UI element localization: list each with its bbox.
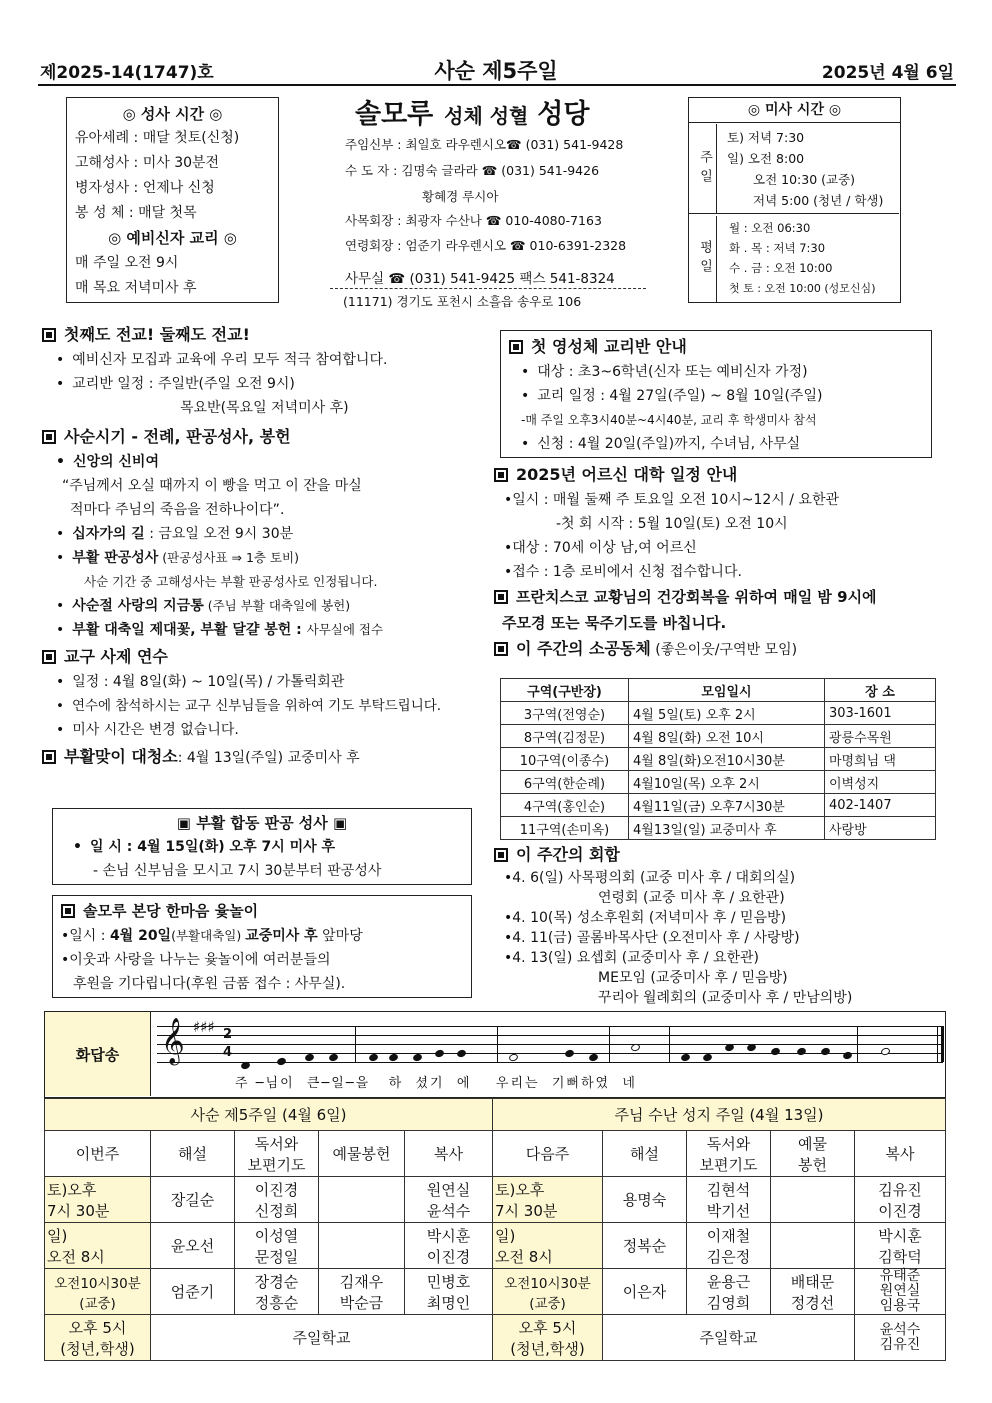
roster-cell: 장경순 정흥순 xyxy=(235,1269,319,1315)
easter-confession-box xyxy=(52,808,472,885)
sacrament-box xyxy=(66,97,279,303)
note xyxy=(746,1043,757,1053)
catechumen-line: 매 주일 오전 9시 xyxy=(75,255,179,271)
roster-header: 예물 봉헌 xyxy=(771,1131,855,1177)
roster-cell: 김현석 박기선 xyxy=(687,1177,771,1223)
meeting-line: •4. 13(일) 요셉회 (교중미사 후 / 요한관) xyxy=(504,950,759,966)
table-header-row xyxy=(501,679,936,702)
roster-cell: 이진경 신정희 xyxy=(235,1177,319,1223)
table-cell: 4월10일(목) 오후 2시 xyxy=(629,771,825,794)
table-cell: 4월11일(금) 오후7시30분 xyxy=(629,794,825,817)
lent-flowers: • 부활 대축일 제대꽃, 부활 달걀 봉헌 : 사무실에 접수 xyxy=(42,618,492,642)
community-title: 이 주간의 소공동체 (좋은이웃/구역반 모임) xyxy=(494,636,949,663)
roster-cell: 이은자 xyxy=(603,1269,687,1315)
psalm-box xyxy=(44,1011,946,1098)
roster-cell: 엄준기 xyxy=(151,1269,235,1315)
yut-game-line: •이웃과 사랑을 나누는 윷놀이에 여러분들의 xyxy=(61,952,331,968)
senior-college-title: 2025년 어르신 대학 일정 안내 xyxy=(494,462,949,488)
table-row xyxy=(501,748,936,771)
parish-divider xyxy=(330,288,646,289)
barline xyxy=(609,1026,610,1062)
meeting-line: •4. 11(금) 골롬바목사단 (오전미사 후 / 사랑방) xyxy=(504,930,800,946)
table-header: 구역(구반장) xyxy=(501,679,629,702)
table-row xyxy=(501,794,936,817)
note xyxy=(680,1053,691,1063)
sacrament-line: 유아세례 : 매달 첫토(신청) xyxy=(75,130,240,146)
roster-cell: 민병호 최명인 xyxy=(405,1269,493,1315)
note xyxy=(412,1053,423,1063)
table-cell: 4구역(홍인순) xyxy=(501,794,629,817)
lent-confession-note: 사순 기간 중 고해성사는 부활 판공성사로 인정됩니다. xyxy=(84,574,378,589)
sacrament-line: 고해성사 : 미사 30분전 xyxy=(75,155,220,171)
table-cell: 사랑방 xyxy=(825,817,936,840)
roster-time: 일) 오전 8시 xyxy=(493,1223,603,1269)
lent-mystery-text: 적마다 주님의 죽음을 전하나이다”. xyxy=(70,502,285,518)
mass-weekday-line: 첫 토 : 오전 10:00 (성모신심) xyxy=(729,282,876,295)
note xyxy=(304,1053,315,1063)
roster-time: 일) 오전 8시 xyxy=(45,1223,151,1269)
retreat-line: • 미사 시간은 변경 없습니다. xyxy=(42,718,492,742)
meeting-line: 연령회 (교중 미사 후 / 요한관) xyxy=(598,890,785,906)
sacrament-line: 병자성사 : 언제나 신청 xyxy=(75,180,215,196)
senior-college-line: •대상 : 70세 이상 남,여 어르신 xyxy=(504,540,697,556)
table-cell: 4월 5일(토) 오후 2시 xyxy=(629,702,825,725)
parish-name-big: 솔모루 xyxy=(355,99,434,130)
senior-college-line: •접수 : 1층 로비에서 신청 접수합니다. xyxy=(504,564,742,580)
roster-header: 해설 xyxy=(603,1131,687,1177)
barline xyxy=(857,1026,858,1062)
yut-game-box xyxy=(52,895,472,998)
mass-weekday xyxy=(689,216,899,302)
time-signature: 2 4 xyxy=(223,1027,233,1060)
roster-table xyxy=(44,1098,946,1361)
evangelize-line: 목요반(목요일 저녁미사 후) xyxy=(180,400,349,416)
sharp-icon: ♯♯♯ xyxy=(193,1018,215,1036)
roster-cell: 주일학교 xyxy=(603,1315,855,1361)
note xyxy=(368,1053,379,1063)
table-cell: 402-1407 xyxy=(825,794,936,817)
roster-this-title: 사순 제5주일 (4월 6일) xyxy=(45,1099,493,1131)
note xyxy=(630,1043,641,1053)
table-cell: 10구역(이종수) xyxy=(501,748,629,771)
parish-pastor: 주임신부 : 최일호 라우렌시오☎ (031) 541-9428 xyxy=(345,137,624,152)
first-communion-line: -매 주일 오후3시40분~4시40분, 교리 후 학생미사 참석 xyxy=(521,413,817,427)
first-communion-line: • 신청 : 4월 20일(주일)까지, 수녀님, 사무실 xyxy=(509,432,923,456)
right-column xyxy=(494,462,949,663)
section-cleaning: 부활맞이 대청소: 4월 13일(주일) 교중미사 후 xyxy=(42,744,492,771)
note xyxy=(842,1051,853,1061)
roster-cell: 유태준 원연실 임용국 xyxy=(855,1269,946,1315)
roster-row xyxy=(45,1223,946,1269)
roster-cell xyxy=(771,1177,855,1223)
mass-sunday xyxy=(689,124,899,214)
yut-game-title: 솔모루 본당 한마음 윷놀이 xyxy=(61,898,463,924)
roster-cell: 정복순 xyxy=(603,1223,687,1269)
meetings-title: 이 주간의 회합 xyxy=(494,842,949,868)
section-evangelize-title: 첫째도 전교! 둘째도 전교! xyxy=(42,322,492,348)
catechumen-line: 매 목요 저녁미사 후 xyxy=(75,280,197,296)
senior-college-line: -첫 회 시작 : 5월 10일(토) 오전 10시 xyxy=(556,516,788,532)
left-column xyxy=(42,322,492,771)
table-cell: 4월13일(일) 교중미사 후 xyxy=(629,817,825,840)
sacrament-line: 봉 성 체 : 매달 첫목 xyxy=(75,205,197,221)
first-communion-line: • 교리 일정 : 4월 27일(주일) ~ 8월 10일(주일) xyxy=(509,384,923,408)
mass-sunday-line: 일) 오전 8:00 xyxy=(727,151,805,166)
parish-name-small: 성체 성혈 xyxy=(444,104,529,128)
note xyxy=(456,1049,467,1059)
parish-funeral: 연령회장 : 엄준기 라우렌시오 ☎ 010-6391-2328 xyxy=(345,238,627,253)
yut-game-time: •일시 : 4월 20일(부활대축일) 교중미사 후 앞마당 xyxy=(61,928,363,944)
issue-number: 제2025-14(1747)호 xyxy=(40,63,214,83)
pope-prayer-2: 주모경 또는 묵주기도를 바칩니다. xyxy=(502,614,727,632)
section-lent-title: 사순시기 - 전례, 판공성사, 봉헌 xyxy=(42,424,492,450)
barline xyxy=(669,1026,670,1062)
table-cell: 8구역(김정문) xyxy=(501,725,629,748)
note xyxy=(588,1053,599,1063)
roster-header: 해설 xyxy=(151,1131,235,1177)
roster-cell: 용명숙 xyxy=(603,1177,687,1223)
roster-header: 예물봉헌 xyxy=(319,1131,405,1177)
table-cell: 3구역(전영순) xyxy=(501,702,629,725)
roster-row xyxy=(45,1315,946,1361)
meetings xyxy=(494,842,949,1008)
note xyxy=(880,1047,891,1057)
table-cell: 303-1601 xyxy=(825,702,936,725)
note xyxy=(796,1047,807,1057)
parish-religious-2: 황혜경 루시아 xyxy=(422,189,499,204)
roster-cell: 주일학교 xyxy=(151,1315,493,1361)
roster-time: 토)오후 7시 30분 xyxy=(45,1177,151,1223)
parish-address: (11171) 경기도 포천시 소흘읍 송우로 106 xyxy=(343,294,582,309)
mass-sunday-line: 저녁 5:00 (청년 / 학생) xyxy=(753,193,884,208)
parish-religious: 수 도 자 : 김명숙 글라라 ☎ (031) 541-9426 xyxy=(345,163,600,178)
easter-confession-note: - 손님 신부님을 모시고 7시 30분부터 판공성사 xyxy=(93,863,382,879)
yut-game-line: 후원을 기다립니다(후원 금품 접수 : 사무실). xyxy=(73,976,346,992)
community-table xyxy=(500,678,936,840)
meeting-line: 꾸리아 월례회의 (교중미사 후 / 만남의방) xyxy=(598,990,853,1006)
table-row xyxy=(501,771,936,794)
table-row xyxy=(501,817,936,840)
mass-weekday-line: 화 . 목 : 저녁 7:30 xyxy=(729,241,826,255)
note xyxy=(276,1057,287,1067)
barline xyxy=(355,1026,356,1062)
roster-header: 다음주 xyxy=(493,1131,603,1177)
roster-cell: 장길순 xyxy=(151,1177,235,1223)
meeting-line: •4. 10(목) 성소후원회 (저녁미사 후 / 믿음방) xyxy=(504,910,787,926)
table-header: 모임일시 xyxy=(629,679,825,702)
parish-council: 사목회장 : 최광자 수산나 ☎ 010-4080-7163 xyxy=(345,213,602,228)
treble-clef-icon: 𝄞 xyxy=(161,1018,185,1064)
roster-cell: 원연실 윤석수 xyxy=(405,1177,493,1223)
note xyxy=(434,1049,445,1059)
roster-row xyxy=(45,1269,946,1315)
header-rule xyxy=(38,84,956,86)
roster-cell: 이재철 김은정 xyxy=(687,1223,771,1269)
easter-confession-title: ▣ 부활 합동 판공 성사 ▣ xyxy=(176,814,348,832)
roster-time: 오후 5시 (청년,학생) xyxy=(493,1315,603,1361)
final-barline xyxy=(941,1026,944,1062)
table-header: 장 소 xyxy=(825,679,936,702)
roster-header: 복사 xyxy=(405,1131,493,1177)
roster-cell: 김유진 이진경 xyxy=(855,1177,946,1223)
roster-header: 독서와 보편기도 xyxy=(235,1131,319,1177)
roster-cell xyxy=(319,1177,405,1223)
parish-name-tail: 성당 xyxy=(537,99,590,130)
table-cell: 6구역(한순례) xyxy=(501,771,629,794)
parish-name xyxy=(355,92,589,131)
roster-header: 이번주 xyxy=(45,1131,151,1177)
table-cell: 마명희님 댁 xyxy=(825,748,936,771)
final-barline xyxy=(937,1026,938,1062)
note xyxy=(388,1053,399,1063)
note xyxy=(820,1047,831,1057)
roster-time: 토)오후 7시 30분 xyxy=(493,1177,603,1223)
mass-weekday-line: 월 : 오전 06:30 xyxy=(729,221,811,235)
roster-cell xyxy=(771,1223,855,1269)
roster-header-row xyxy=(45,1131,946,1177)
table-cell: 4월 8일(화) 오전 10시 xyxy=(629,725,825,748)
mass-weekday-label: 평일 xyxy=(689,216,717,302)
note xyxy=(328,1053,339,1063)
roster-time: 오전10시30분 (교중) xyxy=(45,1269,151,1315)
roster-cell: 윤용근 김영희 xyxy=(687,1269,771,1315)
roster-time: 오후 5시 (청년,학생) xyxy=(45,1315,151,1361)
table-cell: 이벽성지 xyxy=(825,771,936,794)
psalm-lyrics: 주 ─님이 큰─일─을 하 셨기 에 우리는 기뻐하였 네 xyxy=(235,1076,637,1091)
lent-confession: • 부활 판공성사 (판공성사표 ⇒ 1층 토비) xyxy=(42,546,492,570)
sacrament-title: ◎ 성사 시간 ◎ xyxy=(122,105,223,123)
page-title: 사순 제5주일 xyxy=(434,59,558,83)
psalm-label-cell xyxy=(45,1012,151,1096)
note xyxy=(770,1047,781,1057)
lent-stations: • 십자가의 길 : 금요일 오전 9시 30분 xyxy=(42,522,492,546)
note xyxy=(240,1061,251,1071)
table-cell: 11구역(손미옥) xyxy=(501,817,629,840)
parish-office: 사무실 ☎ (031) 541-9425 팩스 541-8324 xyxy=(345,271,615,287)
first-communion-title: 첫 영성체 교리반 안내 xyxy=(509,334,923,360)
roster-cell xyxy=(319,1223,405,1269)
lent-mystery: • 신앙의 신비여 xyxy=(42,450,492,474)
roster-cell: 윤오선 xyxy=(151,1223,235,1269)
first-communion-line: • 대상 : 초3~6학년(신자 또는 예비신자 가정) xyxy=(509,360,923,384)
mass-title: ◎ 미사 시간 ◎ xyxy=(689,98,900,123)
roster-cell: 이성열 문정일 xyxy=(235,1223,319,1269)
senior-college-line: •일시 : 매월 둘째 주 토요일 오전 10시~12시 / 요한관 xyxy=(504,492,840,508)
roster-cell: 배태문 정경선 xyxy=(771,1269,855,1315)
note xyxy=(564,1049,575,1059)
roster-cell: 박시훈 이진경 xyxy=(405,1223,493,1269)
easter-confession-time: • 일 시 : 4월 15일(화) 오후 7시 미사 후 xyxy=(63,835,461,859)
roster-cell: 윤석수 김유진 xyxy=(855,1315,946,1361)
table-cell: 광릉수목원 xyxy=(825,725,936,748)
lent-mystery-text: “주님께서 오실 때까지 이 빵을 먹고 이 잔을 마실 xyxy=(62,478,362,494)
mass-box xyxy=(688,97,901,303)
roster-cell: 박시훈 김학덕 xyxy=(855,1223,946,1269)
meeting-line: •4. 6(일) 사목평의회 (교중 미사 후 / 대회의실) xyxy=(504,870,796,886)
music-staff xyxy=(157,1018,943,1064)
retreat-line: • 연수에 참석하시는 교구 신부님들을 위하여 기도 부탁드립니다. xyxy=(42,694,492,718)
note xyxy=(508,1053,519,1063)
issue-date: 2025년 4월 6일 xyxy=(821,63,954,83)
note xyxy=(702,1053,713,1063)
note xyxy=(724,1043,735,1053)
table-cell: 4월 8일(화)오전10시30분 xyxy=(629,748,825,771)
table-row xyxy=(501,725,936,748)
evangelize-line: • 교리반 일정 : 주일반(주일 오전 9시) xyxy=(42,372,492,396)
roster-time: 오전10시30분 (교중) xyxy=(493,1269,603,1315)
catechumen-title: ◎ 예비신자 교리 ◎ xyxy=(108,229,237,247)
mass-sunday-label: 주일 xyxy=(689,124,717,214)
barline xyxy=(497,1026,498,1062)
section-priest-retreat-title: 교구 사제 연수 xyxy=(42,644,492,670)
mass-sunday-line: 토) 저녁 7:30 xyxy=(727,130,805,145)
roster-row xyxy=(45,1177,946,1223)
roster-title-row xyxy=(45,1099,946,1131)
first-communion-box xyxy=(500,330,932,458)
retreat-line: • 일정 : 4월 8일(화) ~ 10일(목) / 가톨릭회관 xyxy=(42,670,492,694)
evangelize-line: • 예비신자 모집과 교육에 우리 모두 적극 참여합니다. xyxy=(42,348,492,372)
lent-offering-box: • 사순절 사랑의 지금통 (주님 부활 대축일에 봉헌) xyxy=(42,594,492,618)
roster-cell: 김재우 박순금 xyxy=(319,1269,405,1315)
table-row xyxy=(501,702,936,725)
psalm-label: 화답송 xyxy=(75,1045,120,1064)
roster-header: 독서와 보편기도 xyxy=(687,1131,771,1177)
roster-header: 복사 xyxy=(855,1131,946,1177)
mass-sunday-line: 오전 10:30 (교중) xyxy=(753,172,856,187)
pope-prayer: 프란치스코 교황님의 건강회복을 위하여 매일 밤 9시에 xyxy=(494,584,949,610)
roster-next-title: 주님 수난 성지 주일 (4월 13일) xyxy=(493,1099,946,1131)
mass-weekday-line: 수 . 금 : 오전 10:00 xyxy=(729,261,833,275)
meeting-line: ME모임 (교중미사 후 / 믿음방) xyxy=(598,970,788,986)
